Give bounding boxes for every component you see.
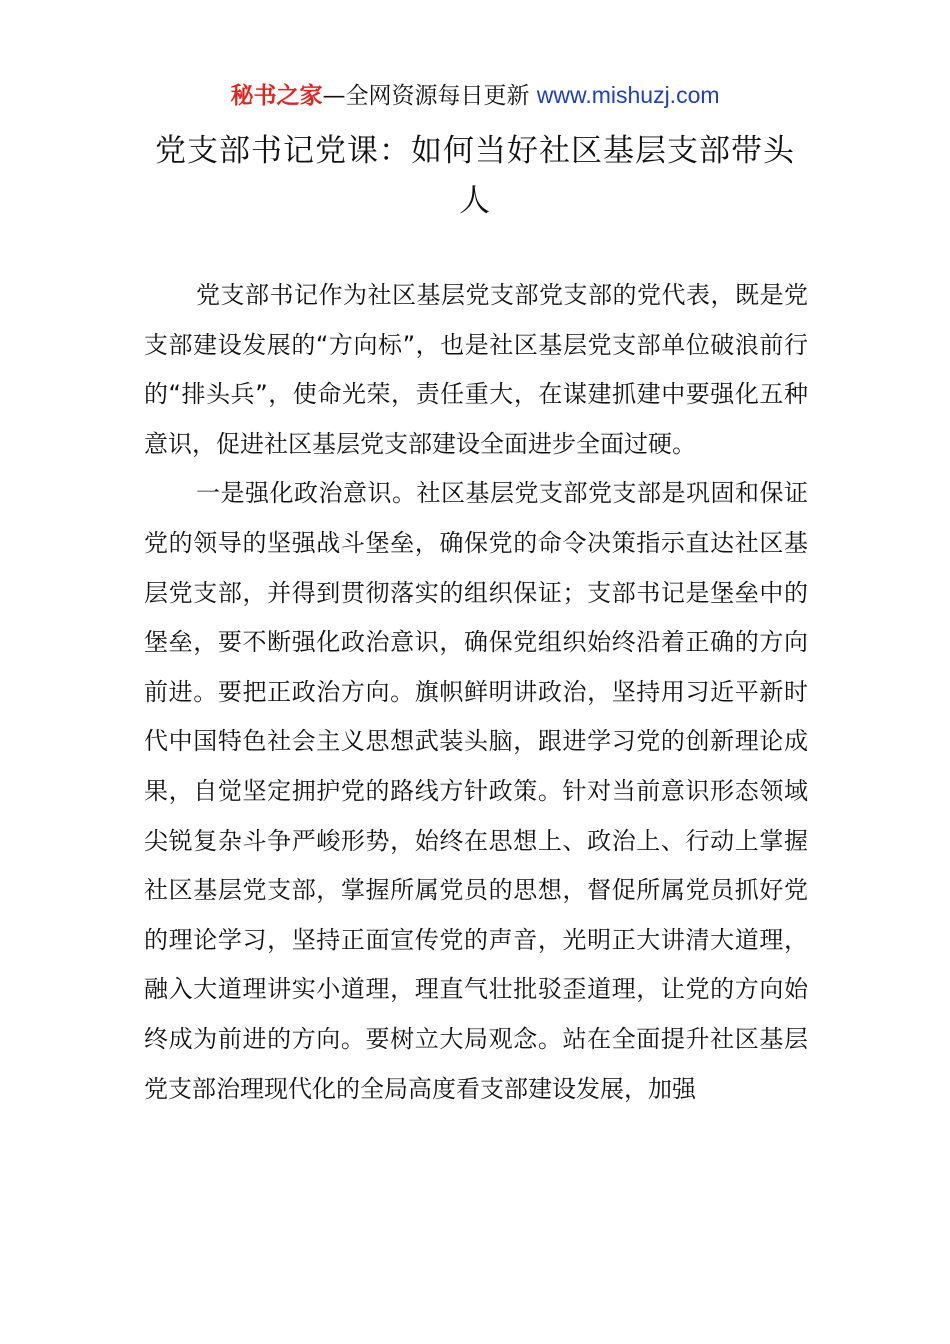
site-tagline: —全网资源每日更新 bbox=[322, 83, 537, 109]
site-header bbox=[0, 78, 950, 113]
document-title: 党支部书记党课：如何当好社区基层支部带头人 bbox=[155, 133, 795, 219]
site-url-link[interactable]: www.mishuzj.com bbox=[536, 82, 720, 108]
document-body bbox=[144, 271, 808, 1114]
site-brand: 秘书之家 bbox=[230, 83, 323, 109]
paragraph-intro: 党支部书记作为社区基层党支部党支部的党代表，既是党支部建设发展的“方向标”，也是社区基层党支部单位破浪前行的“排头兵”，使命光荣，责任重大，在谋建抓建中要强化五种意识，促进社区基层党支部建设全面进步全面过硬。 bbox=[144, 281, 808, 458]
paragraph-political-awareness: 一是强化政治意识。社区基层党支部党支部是巩固和保证党的领导的坚强战斗堡垒，确保党的命令决策指示直达社区基层党支部，并得到贯彻落实的组织保证；支部书记是堡垒中的堡垒，要不断强化政治意识，确保党组织始终沿着正确的方向前进。要把正政治方向。旗帜鲜明讲政治，坚持用习近平新时代中国特色社会主义思想武装头脑，跟进学习党的创新理论成果，自觉坚定拥护党的路线方针政策。针对当前意识形态领域尖锐复杂斗争严峻形势，始终在思想上、政治上、行动上掌握社区基层党支部，掌握所属党员的思想，督促所属党员抓好党的理论学习，坚持正面宣传党的声音，光明正大讲清大道理，融入大道理讲实小道理，理直气壮批驳歪道理，让党的方向始终成为前进的方向。要树立大局观念。站在全面提升社区基层党支部治理现代化的全局高度看支部建设发展，加强 bbox=[144, 479, 808, 1103]
